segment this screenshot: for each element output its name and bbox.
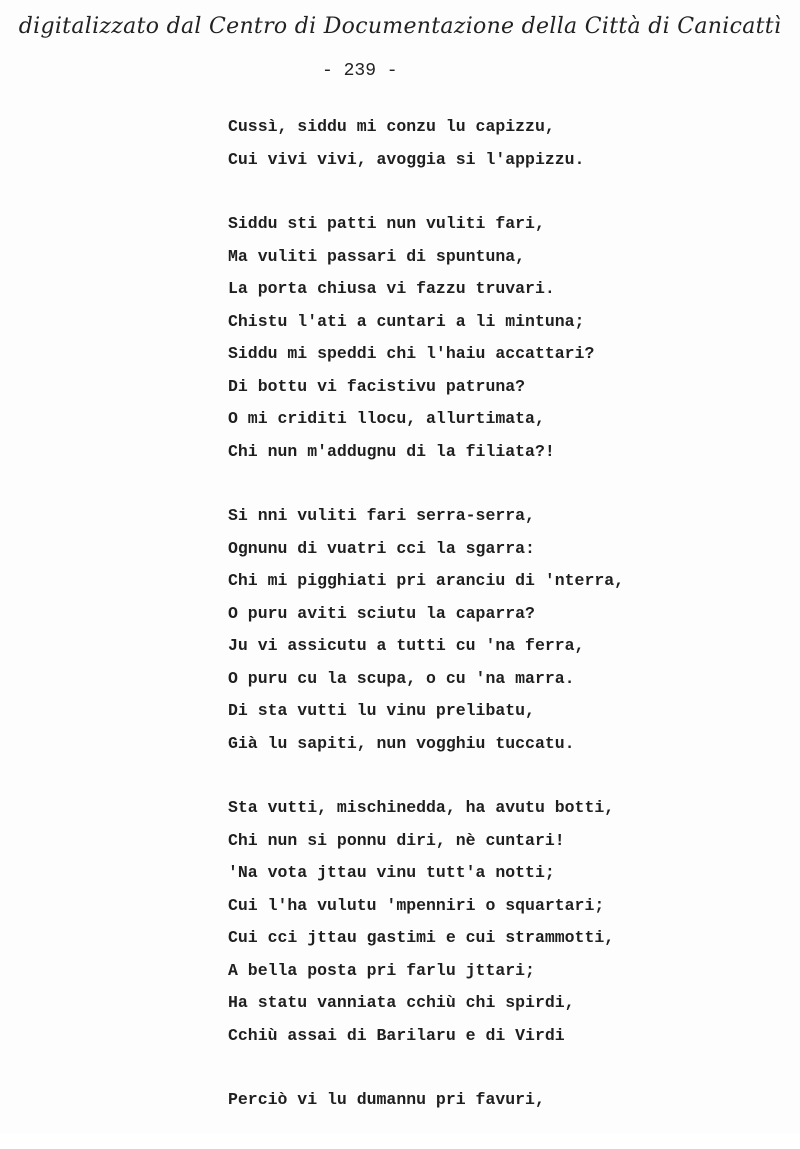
poem-line: Di bottu vi facistivu patruna? (228, 376, 526, 396)
poem-line: Cui vivi vivi, avoggia si l'appizzu. (228, 149, 585, 169)
poem-line: Ju vi assicutu a tutti cu 'na ferra, (228, 636, 585, 655)
poem-line: Cchiù assai di Barilaru e di Virdi (228, 1025, 565, 1045)
poem-line: Siddu mi speddi chi l'haiu accattari? (228, 344, 595, 363)
poem-line: La porta chiusa vi fazzu truvari. (228, 279, 555, 298)
poem-line: Cussì, siddu mi conzu lu capizzu, (228, 117, 555, 136)
stanza (228, 1084, 624, 1117)
digitization-header: digitalizzato dal Centro di Documentazione della Città di Canicattì (18, 14, 782, 39)
poem-line: Ognunu di vuatri cci la sgarra: (228, 538, 535, 558)
poem-line: Perciò vi lu dumannu pri favuri, (228, 1090, 545, 1109)
poem-line: Cui l'ha vulutu 'mpenniri o squartari; (228, 895, 605, 915)
poem-line: 'Na vota jttau vinu tutt'a notti; (228, 863, 555, 882)
stanza (228, 500, 624, 760)
poem-line: O puru cu la scupa, o cu 'na marra. (228, 668, 575, 688)
poem-line: Di sta vutti lu vinu prelibatu, (228, 701, 535, 720)
poem-line: Cui cci jttau gastimi e cui strammotti, (228, 928, 615, 947)
poem-line: O mi criditi llocu, allurtimata, (228, 409, 545, 428)
page-number: - 239 - (322, 61, 398, 81)
poem-line: Siddu sti patti nun vuliti fari, (228, 214, 545, 233)
poem-line: Chi nun si ponnu diri, nè cuntari! (228, 830, 565, 850)
poem-line: Ha statu vanniata cchiù chi spirdi, (228, 993, 575, 1012)
poem-line: O puru aviti sciutu la caparra? (228, 603, 535, 623)
poem-line: Sta vutti, mischinedda, ha avutu botti, (228, 798, 615, 817)
poem-line: Ma vuliti passari di spuntuna, (228, 246, 526, 266)
poem-line: Chi mi pigghiati pri aranciu di 'nterra, (228, 571, 625, 590)
poem-line: Chi nun m'addugnu di la filiata?! (228, 441, 555, 461)
poem-line: A bella posta pri farlu jttari; (228, 960, 535, 980)
poem-line: Già lu sapiti, nun vogghiu tuccatu. (228, 733, 575, 753)
stanza (228, 208, 624, 468)
poem-body (228, 111, 624, 1149)
poem-line: Si nni vuliti fari serra-serra, (228, 506, 535, 525)
poem-line: Chistu l'ati a cuntari a li mintuna; (228, 311, 585, 331)
stanza (228, 111, 624, 176)
stanza (228, 792, 624, 1052)
